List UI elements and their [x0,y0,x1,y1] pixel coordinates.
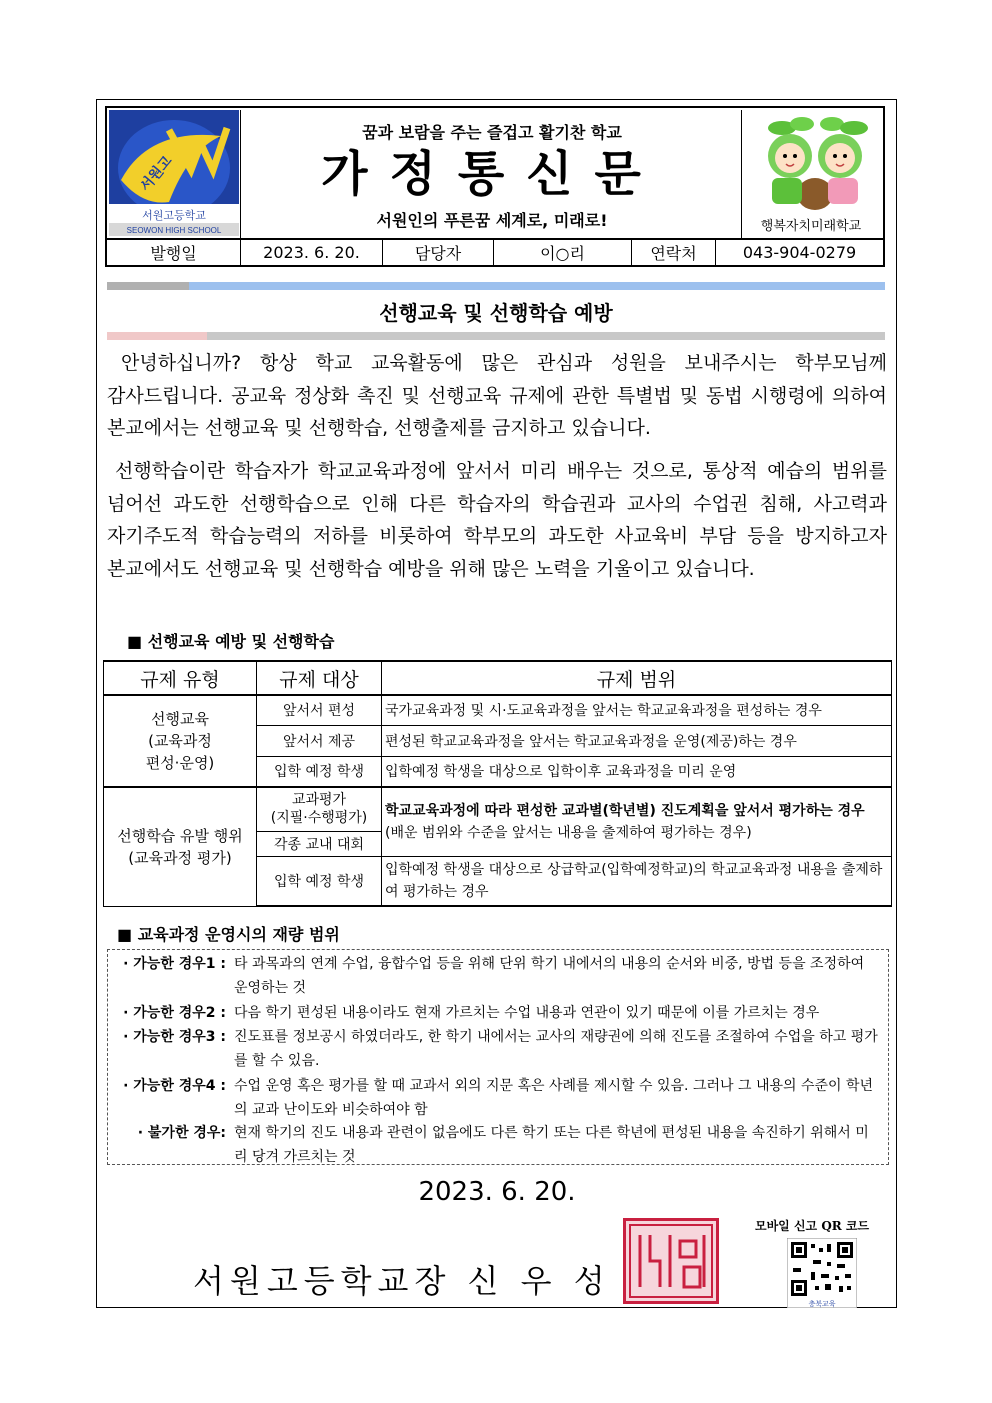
table-cell-target: 입학 예정 학생 [257,856,382,906]
item-text: 현재 학기의 진도 내용과 관련이 없음에도 다른 학기 또는 다른 학년에 편성된 내용을 속진하기 위해서 미리 당겨 가르치는 것 [234,1125,869,1165]
item-key: · 가능한 경우4 : [123,1078,226,1094]
table-cell-scope: 편성된 학교교육과정을 앞서는 학교교육과정을 운영(제공)하는 경우 [382,725,892,756]
list-item [114,1001,880,1025]
issue-date-label: 발행일 [107,240,241,265]
item-key: · 가능한 경우1 : [123,956,226,972]
page-title: 가정통신문 [321,146,663,202]
item-text: 진도표를 정보공시 하였더라도, 한 학기 내에서는 교사의 재량권에 의해 진도를 조절하여 수업을 하고 평가를 할 수 있음. [234,1029,878,1069]
qr-label: 모바일 신고 QR 코드 [755,1219,870,1233]
table-cell-target: 앞서서 제공 [257,725,382,756]
table-cell-target: 입학 예정 학생 [257,756,382,787]
manager-name: 이○리 [494,240,632,265]
item-text: 수업 운영 혹은 평가를 할 때 교과서 외의 지문 혹은 사례를 제시할 수 있음. 그러나 그 내용의 수준이 학년의 교과 난이도와 비슷하여야 함 [234,1078,874,1118]
list-item [114,952,880,996]
footer-date: 2023. 6. 20. [418,1177,576,1207]
table-cell-scope [382,787,892,856]
svg-text:SEOWON HIGH SCHOOL: SEOWON HIGH SCHOOL [126,226,222,235]
svg-text:충북교육: 충북교육 [808,1300,836,1308]
item-key: · 불가한 경우: [137,1125,226,1141]
definition-paragraph: 선행학습이란 학습자가 학교교육과정에 앞서서 미리 배우는 것으로, 통상적 예습의 범위를 넘어선 과도한 선행학습으로 인해 다른 학습자의 학습권과 교사의 수업권 침해, 사고력과 자기주도적 학습능력의 저하를 비롯하여 학부모의 과도한 사교육비 부담 등을 방지하고자 본교에서도 선행교육 및 선행학습 예방을 위해 많은 노력을 기울이고 있습니다. [107,460,887,580]
list-item [114,1074,880,1118]
section-title-prevention: ■ 선행교육 예방 및 선행학습 [127,632,335,651]
table-header: 규제 유형 [104,661,257,695]
table-cell-type: 선행학습 유발 행위 (교육과정 평가) [104,787,257,906]
issue-date: 2023. 6. 20. [241,240,383,265]
svg-text:행복자치미래학교: 행복자치미래학교 [760,219,862,234]
section-title-discretion: ■ 교육과정 운영시의 재량 범위 [117,925,340,944]
svg-text:서원고: 서원고 [136,152,175,194]
info-bar [105,239,885,267]
school-motto: 꿈과 보람을 주는 즐겁고 활기찬 학교 [362,123,622,142]
contact-number: 043-904-0279 [742,243,857,262]
svg-text:서원고등학교: 서원고등학교 [142,209,206,222]
official-seal [623,1218,719,1304]
intro-paragraph: 안녕하십니까? 항상 학교 교육활동에 많은 관심과 성원을 보내주시는 학부모님께 감사드립니다. 공교육 정상화 촉진 및 선행교육 규제에 관한 특별법 및 동법 시행령에 의하여 본교에서는 선행교육 및 선행학습, 선행출제를 금지하고 있습니다. [107,352,887,439]
list-item [114,1025,880,1069]
mascot-image [741,110,881,238]
principal-signature: 서원고등학교장 신 우 성 [193,1262,611,1300]
scope-bold-text: 학교교육과정에 따라 편성한 교과별(학년별) 진도계획을 앞서서 평가하는 경우 [385,802,865,819]
table-cell-scope: 입학예정 학생을 대상으로 입학이후 교육과정을 미리 운영 [382,756,892,787]
section-banner [107,282,885,340]
table-cell-scope: 입학예정 학생을 대상으로 상급학교(입학예정학교)의 학교교육과정 내용을 출제하여 평가하는 경우 [382,856,892,906]
school-slogan: 서원인의 푸른꿈 세계로, 미래로! [376,211,608,230]
school-logo [109,110,241,238]
document-page [96,99,897,1308]
item-key: · 가능한 경우3 : [123,1029,226,1045]
item-key: · 가능한 경우2 : [123,1005,226,1021]
regulation-table [103,660,892,907]
scope-note-text: (배운 범위와 수준을 앞서는 내용을 출제하여 평가하는 경우) [385,824,752,841]
discretion-box [107,949,889,1165]
table-header: 규제 대상 [257,661,382,695]
table-cell-target: 앞서서 편성 [257,695,382,725]
table-cell-scope: 국가교육과정 및 시·도교육과정을 앞서는 학교교육과정을 편성하는 경우 [382,695,892,725]
item-text: 타 과목과의 연계 수업, 융합수업 등을 위해 단위 학기 내에서의 내용의 순서와 비중, 방법 등을 조정하여 운영하는 것 [234,956,865,996]
table-header: 규제 범위 [382,661,892,695]
list-item [114,1121,880,1165]
contact-label: 연락처 [632,240,716,265]
banner-title: 선행교육 및 선행학습 예방 [379,300,613,325]
qr-code[interactable] [787,1238,857,1308]
manager-label: 담당자 [383,240,494,265]
table-cell-type: 선행교육 (교육과정 편성·운영) [104,695,257,787]
item-text: 다음 학기 편성된 내용이라도 현재 가르치는 수업 내용과 연관이 있기 때문에 이를 가르치는 경우 [234,1005,820,1021]
header [105,106,885,240]
table-cell-target: 각종 교내 대회 [257,831,382,856]
table-cell-target: 교과평가 (지필·수행평가) [257,787,382,831]
